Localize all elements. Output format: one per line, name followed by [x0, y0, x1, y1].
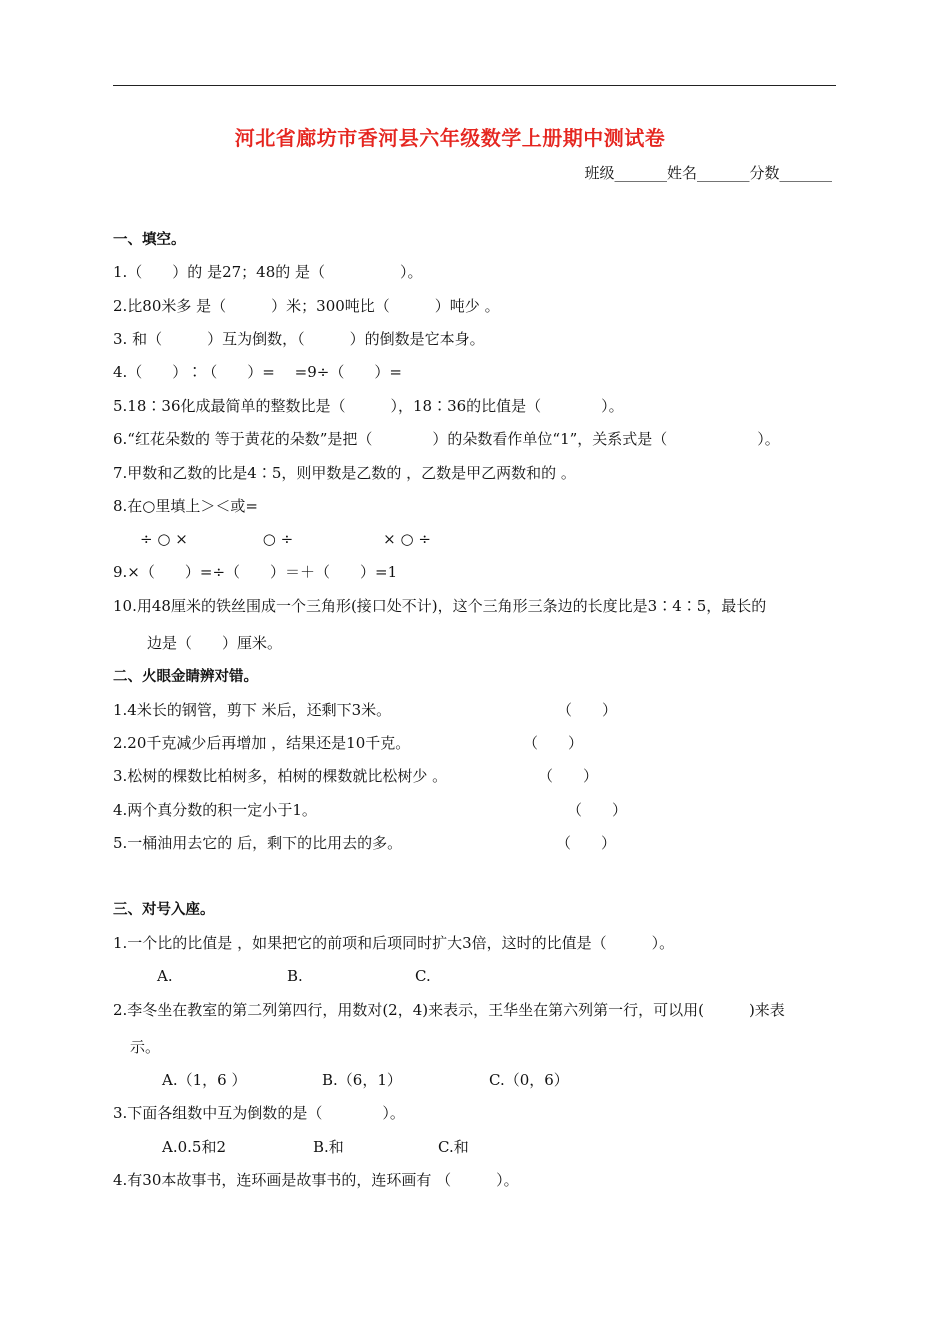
- s1-question-9: 9.×（ ）=÷（ ）＝＋（ ）=1: [113, 563, 398, 581]
- s3-q1-option-a: A.: [157, 967, 173, 985]
- s1-question-10-line1: 10.用48厘米的铁丝围成一个三角形(接口处不计)，这个三角形三条边的长度比是3∶4∶5，最长的: [113, 597, 767, 615]
- s2-item-1-mark: （ ）: [557, 701, 618, 719]
- s2-item-5-mark: （ ）: [556, 834, 617, 852]
- s3-q2-option-b: B.（6，1）: [322, 1071, 402, 1089]
- s1-question-7: 7.甲数和乙数的比是4∶5，则甲数是乙数的 ，乙数是甲乙两数和的 。: [113, 464, 576, 482]
- s1-question-3: 3. 和（ ）互为倒数，（ ）的倒数是它本身。: [113, 330, 485, 348]
- s1-question-4: 4.（ ）∶（ ）= =9÷（ ）=: [113, 363, 402, 381]
- s2-item-5: 5.一桶油用去它的 后，剩下的比用去的多。: [113, 834, 403, 852]
- s3-q2-option-a: A.（1，6 ）: [162, 1071, 247, 1089]
- student-info-line: 班级_______姓名_______分数_______: [584, 164, 832, 182]
- s1-question-8: 8.在○里填上＞＜或=: [113, 497, 258, 515]
- section3-heading: 三、对号入座。: [113, 902, 215, 918]
- s1-question-1: 1.（ ）的 是27；48的 是（ ）。: [113, 263, 423, 281]
- top-rule: [113, 85, 836, 86]
- s3-question-2-line2: 示。: [130, 1038, 161, 1056]
- s1-question-2: 2.比80米多 是（ ）米；300吨比（ ）吨少 。: [113, 297, 500, 315]
- s2-item-4-mark: （ ）: [567, 801, 628, 819]
- s2-item-2-mark: （ ）: [523, 734, 584, 752]
- s1-question-8-row: ÷ ○ × ○ ÷ × ○ ÷: [140, 530, 431, 548]
- s2-item-4: 4.两个真分数的积一定小于1。: [113, 801, 317, 819]
- s2-item-3-mark: （ ）: [538, 767, 599, 785]
- s3-q3-option-b: B.和: [313, 1138, 344, 1156]
- s1-question-6: 6.“红花朵数的 等于黄花的朵数”是把（ ）的朵数看作单位“1”，关系式是（ ）。: [113, 430, 780, 448]
- s3-question-1: 1.一个比的比值是 ，如果把它的前项和后项同时扩大3倍，这时的比值是（ ）。: [113, 934, 675, 952]
- s3-question-3: 3.下面各组数中互为倒数的是（ ）。: [113, 1104, 405, 1122]
- s3-question-2-line1: 2.李冬坐在教室的第二列第四行，用数对(2，4)来表示，王华坐在第六列第一行，可以用( )来表: [113, 1001, 785, 1019]
- section1-heading: 一、填空。: [113, 232, 186, 248]
- s1-question-5: 5.18∶36化成最简单的整数比是（ ），18∶36的比值是（ ）。: [113, 397, 624, 415]
- section2-heading: 二、火眼金睛辨对错。: [113, 669, 258, 685]
- s3-q1-option-b: B.: [287, 967, 303, 985]
- page-title: 河北省廊坊市香河县六年级数学上册期中测试卷: [234, 126, 666, 150]
- s3-q3-option-c: C.和: [438, 1138, 469, 1156]
- s3-q1-option-c: C.: [415, 967, 431, 985]
- s3-q3-option-a: A.0.5和2: [162, 1138, 226, 1156]
- s3-q2-option-c: C.（0，6）: [489, 1071, 569, 1089]
- s1-question-10-line2: 边是（ ）厘米。: [147, 634, 283, 652]
- s2-item-3: 3.松树的棵数比柏树多，柏树的棵数就比松树少 。: [113, 767, 448, 785]
- s3-question-4: 4.有30本故事书，连环画是故事书的，连环画有 （ ）。: [113, 1171, 519, 1189]
- s2-item-2: 2.20千克减少后再增加 ，结果还是10千克。: [113, 734, 411, 752]
- s2-item-1: 1.4米长的钢管，剪下 米后，还剩下3米。: [113, 701, 392, 719]
